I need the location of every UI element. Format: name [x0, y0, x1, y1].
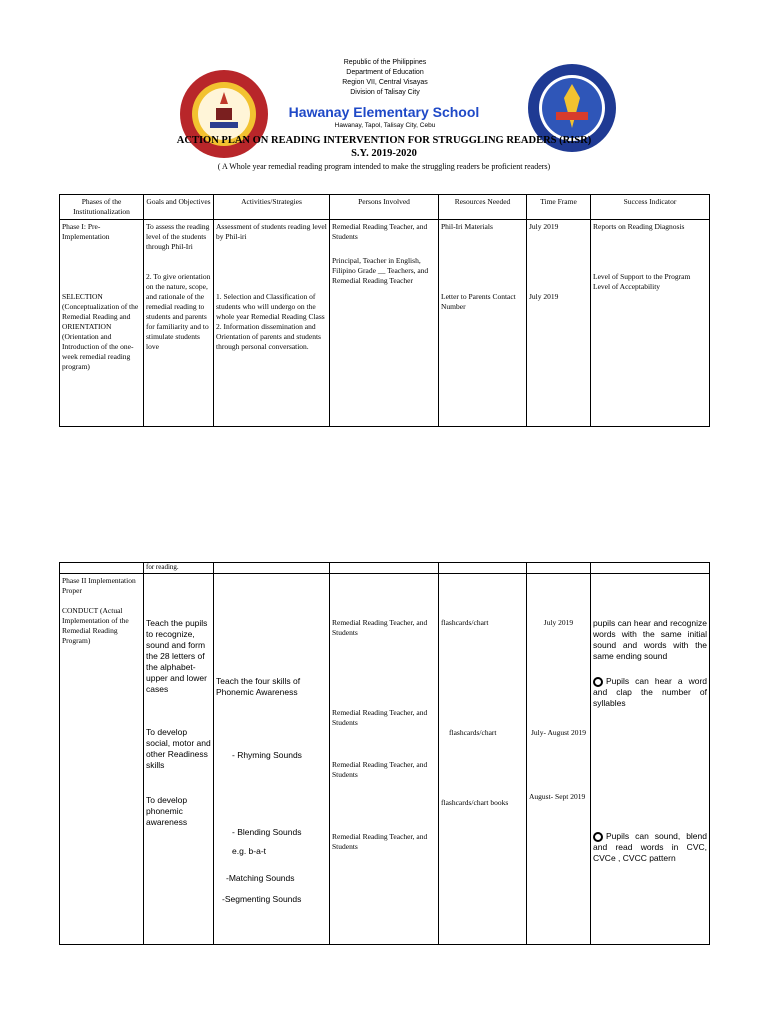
- header-cell: Success Indicator: [591, 195, 710, 220]
- title-sy: S.Y. 2019-2020: [351, 148, 417, 159]
- goals-cell: [144, 220, 214, 427]
- table-row: [60, 563, 710, 574]
- persons-cell: [330, 574, 439, 945]
- document-header: [0, 0, 768, 130]
- activity-text: 2. Information dissemination and Orientation of parents and students through personal conversation.: [216, 322, 321, 351]
- action-plan-table-2: [59, 562, 710, 945]
- header-cell: Goals and Objectives: [144, 195, 214, 220]
- success-cell: [591, 220, 710, 427]
- document-title: [90, 134, 678, 160]
- activity-text: - Blending Sounds: [232, 827, 302, 837]
- persons-text: Remedial Reading Teacher, and Students: [332, 618, 428, 637]
- title-main: ACTION PLAN ON READING INTERVENTION FOR STRUGGLING READERS (RISR): [176, 135, 592, 146]
- phase-desc: CONDUCT (Actual Implementation of the Remedial Reading Program): [62, 606, 129, 645]
- persons-text: Remedial Reading Teacher, and Students: [332, 760, 428, 779]
- carry-text: for reading.: [144, 563, 214, 574]
- circle-bullet-icon: [593, 832, 603, 842]
- header-line: Republic of the Philippines: [343, 59, 427, 66]
- time-text: July 2019: [529, 222, 559, 231]
- goal-text: 2. To give orientation on the nature, scope, and rationale of the remedial reading to students and parents for familiarity and to stimulate students love: [146, 272, 211, 351]
- phase-cell: [60, 220, 144, 427]
- time-text: August- Sept 2019: [529, 792, 586, 801]
- time-text: July- August 2019: [530, 728, 586, 737]
- table-header-row: [60, 195, 710, 220]
- success-text: Reports on Reading Diagnosis: [593, 222, 685, 231]
- header-cell: Time Frame: [527, 195, 591, 220]
- persons-text: Remedial Reading Teacher, and Students: [332, 222, 428, 241]
- activity-text: Assessment of students reading level by Phil-iri: [216, 222, 327, 241]
- resources-cell: [439, 220, 527, 427]
- header-lines: [280, 58, 490, 98]
- header-cell: Activities/Strategies: [214, 195, 330, 220]
- success-text: Pupils can hear a word and clap the number of syllables: [593, 676, 707, 708]
- table-row: [60, 220, 710, 427]
- goal-text: Teach the pupils to recognize, sound and form the 28 letters of the alphabet- upper and lower cases: [146, 618, 208, 694]
- phase-name: Phase I: Pre-Implementation: [62, 222, 110, 241]
- table-row: [60, 574, 710, 945]
- school-name: Hawanay Elementary School: [288, 104, 480, 120]
- school-address: Hawanay, Tapol, Talisay City, Cebu: [334, 122, 436, 129]
- persons-text: Remedial Reading Teacher, and Students: [332, 832, 428, 851]
- activity-text: -Matching Sounds: [226, 873, 295, 883]
- success-item: [593, 676, 707, 709]
- time-cell: [527, 220, 591, 427]
- success-cell: [591, 574, 710, 945]
- activity-text: -Segmenting Sounds: [222, 894, 302, 904]
- resources-text: flashcards/chart: [441, 618, 489, 627]
- time-cell: [527, 574, 591, 945]
- goal-text: To develop phonemic awareness: [146, 795, 188, 827]
- time-text: July 2019: [543, 618, 574, 627]
- goal-text: To develop social, motor and other Readiness skills: [146, 727, 211, 770]
- activity-text: - Rhyming Sounds: [232, 750, 302, 760]
- header-cell: Resources Needed: [439, 195, 527, 220]
- activities-cell: [214, 220, 330, 427]
- resources-text: Phil-Iri Materials: [441, 222, 493, 231]
- phase-desc: SELECTION (Conceptualization of the Remedial Reading and ORIENTATION (Orientation and Introduction of the one-week remedial reading program): [62, 292, 139, 371]
- resources-text: flashcards/chart books: [441, 798, 509, 807]
- success-text: Pupils can sound, blend and read words in CVC, CVCe , CVCC pattern: [593, 831, 707, 863]
- activity-text: 1. Selection and Classification of students who will undergo on the whole year Remedial Reading Class: [216, 292, 325, 321]
- resources-cell: [439, 574, 527, 945]
- success-text: pupils can hear and recognize words with the same initial sound and words with the same ending sound: [593, 618, 707, 661]
- time-text: July 2019: [529, 292, 559, 301]
- circle-bullet-icon: [593, 677, 603, 687]
- resources-text: flashcards/chart: [449, 728, 497, 737]
- document-subtitle: ( A Whole year remedial reading program intended to make the struggling readers be proficient readers): [217, 162, 551, 171]
- phase-cell: [60, 574, 144, 945]
- persons-cell: [330, 220, 439, 427]
- header-cell: Phases of the Institutionalization: [60, 195, 144, 220]
- goal-text: To assess the reading level of the students through Phil-Iri: [146, 222, 210, 251]
- action-plan-table-1: [59, 194, 710, 427]
- phase-name: Phase II Implementation Proper: [62, 576, 136, 595]
- activity-text: e.g. b-a-t: [232, 846, 267, 856]
- goals-cell: [144, 574, 214, 945]
- success-text: Level of Support to the Program Level of Acceptability: [593, 272, 691, 291]
- activities-cell: [214, 574, 330, 945]
- persons-text: Remedial Reading Teacher, and Students: [332, 708, 428, 727]
- activity-text: Teach the four skills of Phonemic Awareness: [216, 676, 301, 697]
- resources-text: Letter to Parents Contact Number: [441, 292, 516, 311]
- persons-text: Principal, Teacher in English, Filipino Grade __ Teachers, and Remedial Reading Teacher: [332, 256, 429, 285]
- header-line: Region VII, Central Visayas: [342, 79, 428, 86]
- success-item: [593, 831, 707, 864]
- header-cell: Persons Involved: [330, 195, 439, 220]
- header-line: Department of Education: [346, 69, 424, 76]
- header-line: Division of Talisay City: [350, 89, 420, 96]
